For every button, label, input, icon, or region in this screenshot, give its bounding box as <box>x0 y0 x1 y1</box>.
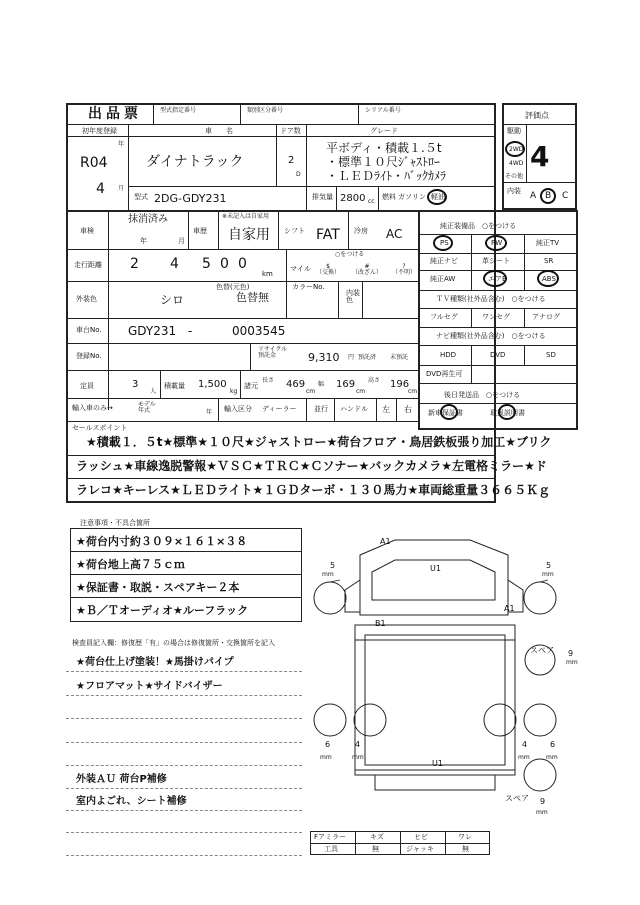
tv-fullseg: フルセグ <box>430 313 458 321</box>
equip-pw: PW <box>491 239 503 247</box>
mileage-digit-3: 5 <box>202 256 211 272</box>
odo-note: ○をつける <box>335 251 365 258</box>
history-label: 車歴 <box>193 227 207 235</box>
capacity-label: 定員 <box>80 382 94 390</box>
grade-line-2: ・標準１０尺ｼﾞｬｽﾄﾛｰ <box>326 155 441 169</box>
mileage-digit-1: 2 <box>130 256 139 272</box>
car-name: ダイナトラック <box>146 154 244 170</box>
navi-title: ナビ種類(社外品含む) ○をつける <box>436 332 546 340</box>
mileage-digit-2: 4 <box>170 256 179 272</box>
mileage-label: 走行距離 <box>74 261 102 269</box>
diagram-label-u1-bottom: U1 <box>432 759 443 768</box>
import-label: 輸入車のみ→ <box>72 404 113 412</box>
width-value: 169 <box>336 379 356 390</box>
diagram-label-a1-top: A1 <box>380 537 391 546</box>
color-change-value: 色替無 <box>236 291 269 304</box>
doors-value: 2 <box>288 155 295 166</box>
odo-unknown: ? （不明） <box>392 263 417 276</box>
model-year-label: モデル 年式 <box>138 401 156 414</box>
interior-grade-b: B <box>545 191 552 201</box>
note-line-1: ★荷台内寸約３０９×１６１×３８ <box>76 535 248 548</box>
equip-tv: 純正TV <box>536 239 560 247</box>
docs-warranty: 新車保証書 <box>428 409 463 417</box>
ac-value: AC <box>386 227 403 241</box>
length-value: 469 <box>286 379 306 390</box>
color-no-label: カラーNo. <box>292 283 325 291</box>
inspection-year: 年 <box>140 237 147 245</box>
sales-line-3: ラレコ★キーレス★ＬＥＤライト★１ＧＤターボ・１３０馬力★車両総重量３６６５Ｋｇ <box>76 483 551 497</box>
score-label: 評価点 <box>525 111 549 120</box>
docs-manual: 取扱説明書 <box>490 409 525 417</box>
interior-color-label: 内装 色 <box>346 289 360 304</box>
dealer: ディーラー <box>262 405 297 413</box>
equip-navi: 純正ナビ <box>430 257 458 265</box>
shift-value: FAT <box>316 227 340 243</box>
color-label: 外装色 <box>76 295 97 303</box>
equip-airbag: エアB <box>488 275 507 283</box>
interior-label: 内装 <box>507 187 521 195</box>
chassis-model: GDY231 <box>128 324 177 338</box>
tire-fl-value: 5 <box>330 561 336 570</box>
inspection-label: 車検 <box>80 227 94 235</box>
reg-month: 4 <box>96 181 105 197</box>
tire-rl2-value: 4 <box>355 740 361 749</box>
tire-spare1-unit: mm <box>566 659 578 666</box>
grade-line-3: ・ＬＥＤﾗｲﾄ・ﾊﾞｯｸｶﾒﾗ <box>326 169 447 183</box>
width-unit: cm <box>356 388 366 395</box>
recycle-label: リサイクル 預託金 <box>258 346 288 359</box>
tire-rr2-unit: mm <box>546 754 558 761</box>
drive-label: 駆動 <box>507 127 521 135</box>
width-label: 幅 <box>318 381 325 388</box>
dims-label: 諸元 <box>244 382 258 390</box>
height-label: 高さ <box>368 377 381 384</box>
diagram-spare-1: スペア <box>530 646 554 655</box>
tire-spare1-value: 9 <box>568 649 574 658</box>
chassis-dash: - <box>188 324 193 338</box>
color-change-label: 色替(元色) <box>216 283 250 291</box>
history-note: ※未記入は自家用 <box>222 213 270 220</box>
fuel-diesel: 軽油 <box>431 193 445 201</box>
year-unit: 年 <box>118 141 125 148</box>
height-unit: cm <box>408 388 418 395</box>
chassis-label: 車台No. <box>76 326 102 334</box>
legend-h4: ワレ <box>458 833 472 841</box>
diagram-label-a1-right: A1 <box>504 604 515 613</box>
handle-right: 右 <box>404 405 412 414</box>
tire-rr2-value: 6 <box>550 740 556 749</box>
odo-swap: $ （交換） <box>316 263 341 276</box>
car-name-label: 車 名 <box>205 127 233 135</box>
note-line-3: ★保証書・取説・スペアキー２本 <box>76 581 240 594</box>
capacity-unit: 人 <box>150 388 157 395</box>
height-value: 196 <box>390 379 410 390</box>
tire-rl1-value: 6 <box>325 740 331 749</box>
displacement-unit: cc <box>368 198 375 205</box>
inspection-value: 抹消済み <box>128 214 168 225</box>
legend-h1: Fアミラー <box>314 833 347 841</box>
mileage-digit-4: 0 <box>220 256 229 272</box>
history-value: 自家用 <box>228 227 270 243</box>
odo-tamper: # （改ざん） <box>352 263 383 276</box>
notes-label: 注意事項・不具合箇所 <box>80 519 150 527</box>
parallel: 並行 <box>314 405 328 413</box>
load-label: 積載量 <box>164 382 185 390</box>
dvd-play-label: DVD再生可 <box>426 370 463 378</box>
sales-line-1: ★積載１．５t★標準★１０尺★ジャストロー★荷台フロア・鳥居鉄板張り加工★ブリク <box>86 435 552 449</box>
inspector-line-1: ★荷台仕上げ塗装！★馬掛けパイプ <box>76 657 234 668</box>
legend-r1: 工具 <box>324 845 338 853</box>
tire-rl2-unit: mm <box>352 754 364 761</box>
legend-r4: 無 <box>462 845 469 853</box>
reg-no-label: 登録No. <box>76 352 102 360</box>
mile-label: マイル <box>290 265 311 273</box>
model-label: 型式 <box>134 193 148 201</box>
doors-label: ドア数 <box>280 127 301 135</box>
chassis-number: 0003545 <box>232 324 286 338</box>
tire-spare2-unit: mm <box>536 809 548 816</box>
serial-label: シリアル番号 <box>365 107 401 114</box>
length-unit: cm <box>306 388 316 395</box>
recycle-unit: 円 <box>348 354 355 361</box>
tire-rr1-value: 4 <box>522 740 528 749</box>
equip-ps: PS <box>440 239 449 247</box>
navi-sd: SD <box>546 351 556 359</box>
shift-label: シフト <box>284 227 305 235</box>
form-title: 出品票 <box>88 106 142 122</box>
reg-year-label: 初年度登録 <box>82 127 117 135</box>
tv-oneseg: ワンセグ <box>482 313 510 321</box>
inspector-line-6: 室内よごれ、シート補修 <box>76 796 187 807</box>
legend-h2: キズ <box>370 833 384 841</box>
equip-abs: ABS <box>542 275 556 283</box>
recycle-status: 預託済 <box>358 354 377 361</box>
fuel-gas: ガソリン <box>398 193 426 201</box>
recycle-unpaid: 未預託 <box>390 354 409 361</box>
reg-year: R04 <box>80 155 108 171</box>
drive-4wd: 4WD <box>509 160 524 167</box>
color-value: シロ <box>160 293 185 307</box>
mileage-digit-5: 0 <box>238 256 247 272</box>
inspector-line-2: ★フロアマット★サイドバイザー <box>76 681 223 692</box>
score-value: 4 <box>530 140 550 173</box>
docs-title: 後日発送品 ○をつける <box>444 391 521 399</box>
handle-label: ハンドル <box>340 405 368 413</box>
note-line-4: ★Ｂ／Ｔオーディオ★ルーフラック <box>76 604 249 617</box>
ac-label: 冷房 <box>354 227 368 235</box>
doors-unit: D <box>296 171 301 178</box>
inspector-line-5: 外装ＡＵ 荷台P補修 <box>76 774 167 785</box>
interior-grade-a: A <box>530 191 537 201</box>
mileage-unit: km <box>262 270 273 278</box>
tire-fr-value: 5 <box>546 561 552 570</box>
equip-leather: 革シート <box>482 257 510 265</box>
note-line-2: ★荷台地上高７５ｃｍ <box>76 558 185 571</box>
diagram-label-u1-top: U1 <box>430 564 441 573</box>
length-label: 長さ <box>262 377 275 384</box>
tire-fr-unit: mm <box>542 571 554 578</box>
equip-aw: 純正AW <box>430 275 456 283</box>
inspection-month: 月 <box>178 237 185 245</box>
capacity-value: 3 <box>132 379 139 390</box>
displacement-num: 2800 <box>340 193 366 204</box>
load-value: 1,500 <box>198 379 227 390</box>
fuel-label: 燃料 <box>382 193 396 201</box>
navi-hdd: HDD <box>440 351 457 359</box>
navi-dvd: DVD <box>490 351 506 359</box>
type-no-label: 型式指定番号 <box>160 107 197 114</box>
displacement-label: 排気量 <box>312 193 333 201</box>
tv-title: ＴＶ種類(社外品含む) ○をつける <box>436 295 546 303</box>
tire-rl1-unit: mm <box>320 754 332 761</box>
recycle-value: 9,310 <box>308 351 340 364</box>
equipment-title: 純正装備品 ○をつける <box>440 222 517 230</box>
diagram-spare-2: スペア <box>505 794 529 803</box>
class-no-label: 類別区分番号 <box>247 107 284 114</box>
interior-grade-c: C <box>562 191 569 201</box>
sales-line-2: ラッシュ★車線逸脱警報★ＶＳＣ★ＴＲＣ★Ｃソナー★バックカメラ★左電格ミラー★ド <box>76 459 547 473</box>
model-value: 2DG-GDY231 <box>154 192 227 205</box>
import-type-label: 輸入区分 <box>224 405 252 413</box>
sales-label: セールスポイント <box>72 424 128 432</box>
legend-h3: ヒビ <box>414 833 428 841</box>
diagram-label-b1: B1 <box>375 619 386 628</box>
grade-line-1: 平ボディ・積載１.５t <box>326 141 442 155</box>
month-unit: 月 <box>118 185 125 192</box>
drive-other: その他 <box>505 173 524 180</box>
legend-r3: ジャッキ <box>406 845 434 853</box>
tire-fl-unit: mm <box>322 571 334 578</box>
tire-rr1-unit: mm <box>518 754 530 761</box>
model-year-unit: 年 <box>206 409 213 416</box>
tire-spare2-value: 9 <box>540 797 546 806</box>
inspector-label: 検査員記入欄：修復歴「有」の場合は修復箇所・交換箇所を記入 <box>72 639 275 647</box>
load-unit: kg <box>230 388 238 395</box>
handle-left: 左 <box>382 405 390 414</box>
equip-sr: SR <box>544 257 554 265</box>
legend-r2: 無 <box>372 845 379 853</box>
drive-2wd: 2WD <box>509 146 524 153</box>
tv-analog: アナログ <box>532 313 560 321</box>
grade-label: グレード <box>370 127 398 135</box>
